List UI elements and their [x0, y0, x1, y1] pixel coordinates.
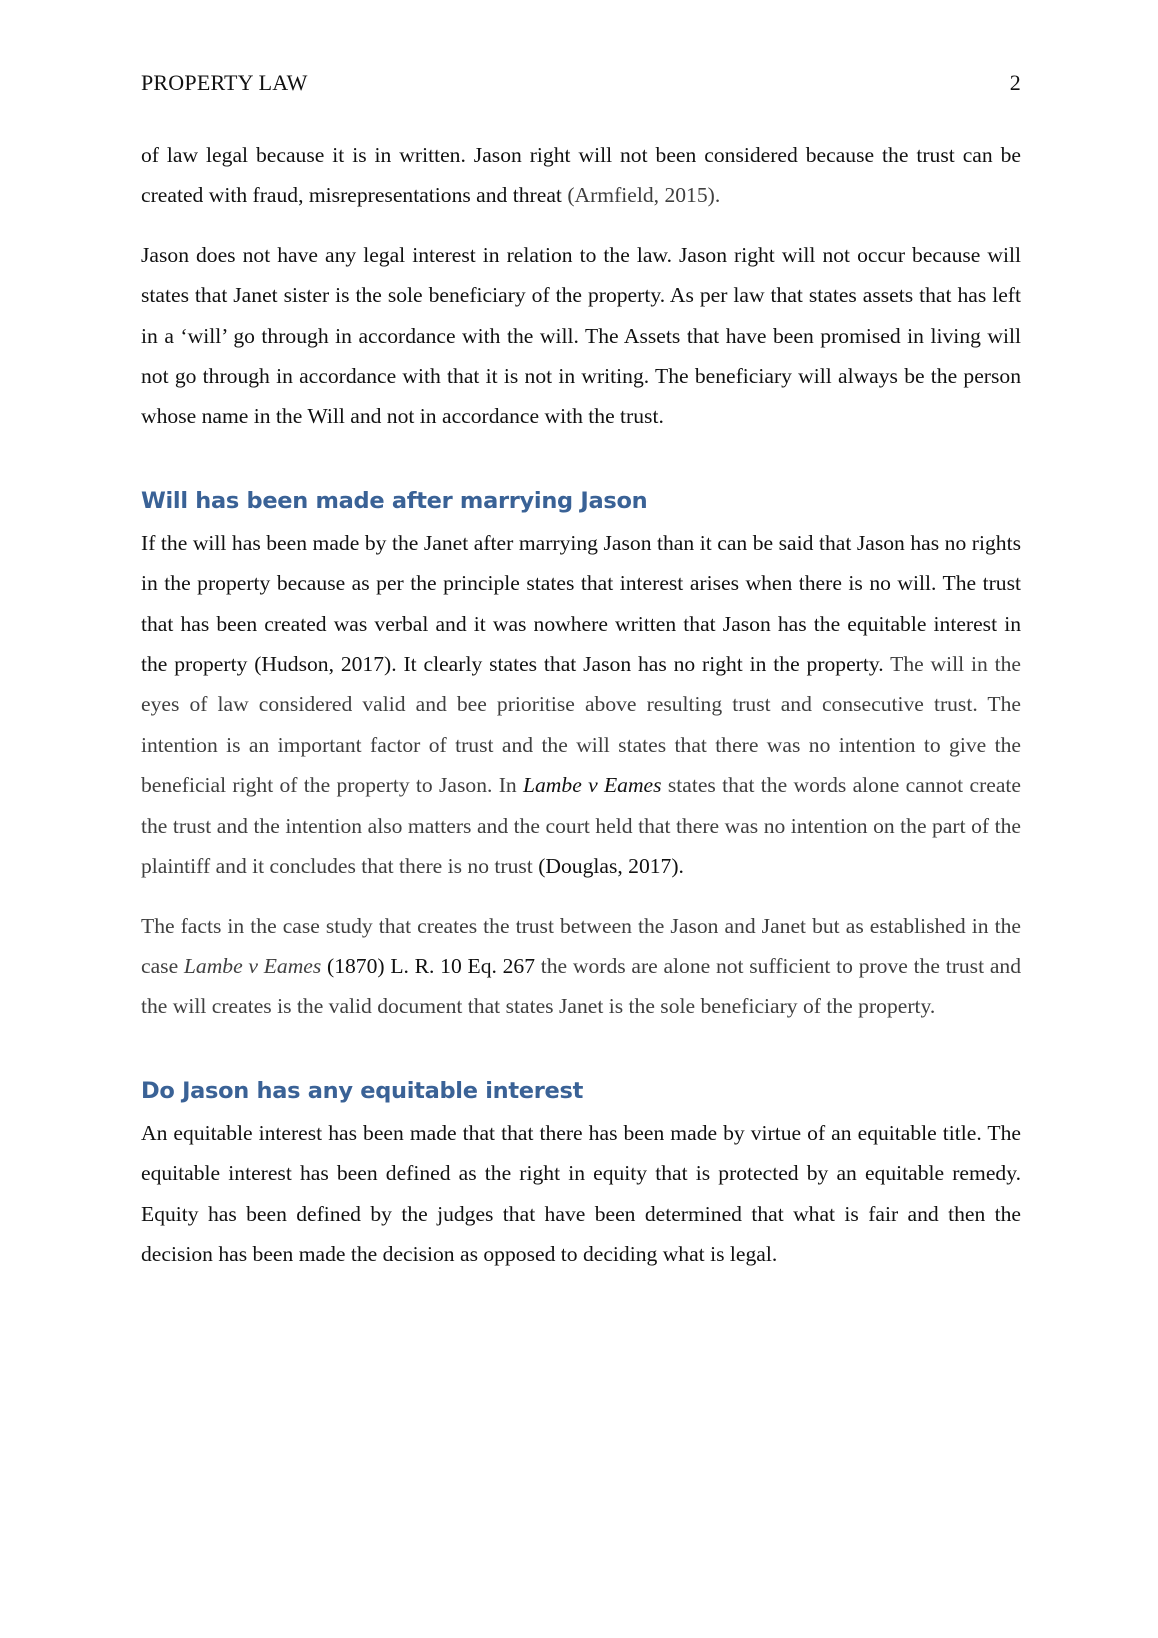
- paragraph-case-facts: [141, 906, 1021, 1027]
- paragraph-will-after-marriage: [141, 523, 1021, 887]
- paragraph-text-muted: the words are alone not sufficient to prove the trust and the will creates is the valid document that states Janet is the sole beneficiary of the property.: [141, 953, 1021, 1019]
- paragraph-continuation: [141, 135, 1021, 216]
- paragraph-legal-interest: Jason does not have any legal interest in relation to the law. Jason right will not occur because will states that Janet sister is the sole beneficiary of the property. As per law that states assets that has left in a ‘will’ go through in accordance with the will. The Assets that have been promised in living will not go through in accordance with that it is not in writing. The beneficiary will always be the person whose name in the Will and not in accordance with the trust.: [141, 242, 1021, 429]
- paragraph-text-muted: The will in the eyes of law considered valid and bee prioritise above resulting trust and consecutive trust. The intention is an important factor of trust and the will states that there was no intention to give the beneficial right of the property to Jason. In: [141, 652, 1022, 798]
- case-name: Lambe v Eames: [523, 773, 662, 798]
- page-header: [141, 68, 1021, 98]
- paragraph-equitable-interest: An equitable interest has been made that that there has been made by virtue of an equitable title. The equitable interest has been defined as the right in equity that is protected by an equitable remedy. Equity has been defined by the judges that have been determined that what is fair and then the decision has been made the decision as opposed to deciding what is legal.: [141, 1120, 1021, 1266]
- paragraph-text-muted: states that the words alone cannot create the trust and the intention also matters and the court held that there was no intention on the part of the plaintiff and it concludes that there is no trust: [141, 773, 1022, 879]
- citation: (Douglas, 2017).: [532, 854, 684, 879]
- section-heading-equitable-interest: Do Jason has any equitable interest: [141, 1077, 584, 1104]
- case-reference: (1870) L. R. 10 Eq. 267: [321, 953, 536, 978]
- citation: (Armfield, 2015).: [561, 183, 721, 208]
- paragraph-text: If the will has been made by the Janet after marrying Jason than it can be said that Jason has no rights in the property because as per the principle states that interest arises when there is no will. The trust that has been created was verbal and it was nowhere written that Jason has the equitable interest in the property (Hudson, 2017). It clearly states that Jason has no right in the property.: [141, 530, 1021, 677]
- page-number: 2: [1009, 70, 1021, 95]
- section-heading-will-after-marriage: Will has been made after marrying Jason: [141, 487, 648, 514]
- running-title: PROPERTY LAW: [141, 70, 308, 95]
- paragraph-text-muted: The facts in the case study that creates the trust between the Jason and Janet but as established in the case: [141, 913, 1021, 978]
- case-name: Lambe v Eames: [183, 953, 322, 978]
- document-body: [141, 135, 1021, 1274]
- paragraph-text: of law legal because it is in written. Jason right will not been considered because the trust can be created with fraud, misrepresentations and threat: [141, 143, 1021, 208]
